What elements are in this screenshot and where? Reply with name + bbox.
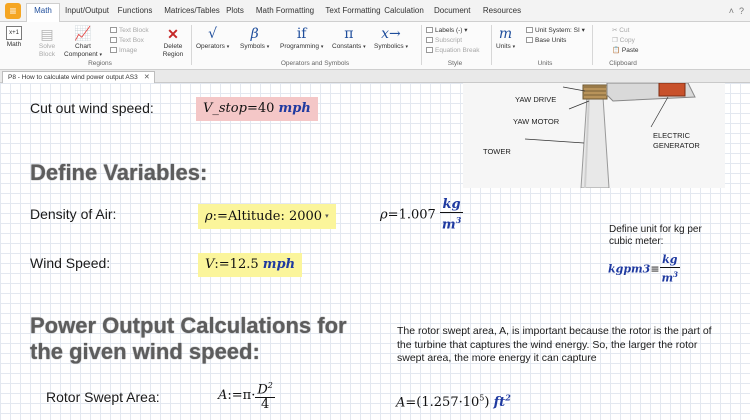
heading-define-variables: Define Variables: bbox=[30, 160, 208, 185]
help-icon[interactable]: ? bbox=[738, 6, 744, 16]
document-tab-strip bbox=[0, 70, 750, 83]
pi-icon: π bbox=[344, 26, 354, 42]
unit-system-icon bbox=[526, 27, 533, 33]
solve-block-icon: ▤ bbox=[40, 26, 54, 42]
solve-block-button[interactable]: ▤ Solve Block bbox=[36, 26, 58, 59]
beta-icon: β bbox=[250, 26, 259, 42]
base-units-button[interactable]: Base Units bbox=[526, 36, 566, 45]
subscript-button[interactable]: Subscript bbox=[426, 36, 462, 45]
tab-input-output[interactable]: Input/Output bbox=[64, 6, 110, 15]
text-block-icon bbox=[110, 27, 117, 33]
arrow-x-icon: x→ bbox=[381, 26, 401, 42]
density-result[interactable]: ρ=1.007 $\frac{kg}{m^3}$ bbox=[380, 197, 462, 233]
sqrt-icon: √ bbox=[208, 26, 218, 42]
ribbon-panel bbox=[0, 22, 750, 70]
wind-speed-math-region[interactable]: V:=12.5 mph bbox=[198, 253, 302, 277]
copy-button[interactable]: ❐ Copy bbox=[612, 37, 635, 44]
group-label-clipboard: Clipboard bbox=[609, 60, 637, 67]
math-region-icon: x+1 bbox=[6, 26, 22, 40]
ribbon-tab-bar bbox=[0, 0, 750, 22]
copy-icon: ❐ bbox=[612, 37, 620, 44]
chevron-down-icon[interactable]: ▾ bbox=[325, 212, 329, 220]
delete-region-icon: ✕ bbox=[167, 26, 179, 42]
rotor-area-fraction: $\frac{D^2}{4}$ bbox=[257, 381, 273, 413]
yaw-motor-label: YAW MOTOR bbox=[513, 117, 560, 126]
chart-icon: 📈 bbox=[74, 26, 92, 42]
tab-calculation[interactable]: Calculation bbox=[384, 6, 424, 15]
tab-resources[interactable]: Resources bbox=[482, 6, 522, 15]
worksheet[interactable] bbox=[0, 83, 750, 420]
cut-out-math-region[interactable]: V_stop=40 mph bbox=[196, 97, 318, 121]
tab-plots[interactable]: Plots bbox=[226, 6, 244, 15]
chart-component-button[interactable]: 📈 Chart Component ▾ bbox=[64, 26, 102, 58]
symbols-button[interactable]: β Symbols ▾ bbox=[240, 26, 270, 50]
group-label-units: Units bbox=[537, 60, 553, 67]
labels-icon bbox=[426, 27, 433, 33]
electric-label: ELECTRIC bbox=[653, 131, 691, 140]
equation-break-button[interactable]: Equation Break bbox=[426, 46, 479, 55]
document-tab[interactable]: P8 - How to calculate wind power output AS3 ✕ bbox=[2, 71, 155, 83]
generator-label: GENERATOR bbox=[653, 141, 700, 150]
tab-math-formatting[interactable]: Math Formatting bbox=[255, 6, 315, 15]
text-box-button[interactable]: Text Box bbox=[110, 36, 144, 45]
image-button[interactable]: Image bbox=[110, 46, 137, 55]
ribbon-window-controls bbox=[729, 6, 744, 16]
delete-region-button[interactable]: ✕ Delete Region bbox=[158, 26, 188, 59]
units-button[interactable]: m Units ▾ bbox=[496, 26, 516, 50]
tab-math[interactable]: Math bbox=[26, 3, 60, 23]
rotor-area-definition[interactable]: A:=π· $\frac{D^2}{4}$ bbox=[218, 381, 273, 413]
kgpm3-definition[interactable]: kgpm3≡ $\frac{kg}{m^3}$ bbox=[608, 253, 679, 285]
wind-speed-label: Wind Speed: bbox=[30, 255, 111, 271]
density-unit-fraction: $\frac{kg}{m^3}$ bbox=[441, 197, 462, 233]
rotor-area-result[interactable]: $A=(1.257\cdot 10^5)$ $ft^2$ bbox=[396, 393, 511, 411]
app-logo-icon[interactable]: ≡ bbox=[5, 3, 21, 19]
text-block-button[interactable]: Text Block bbox=[110, 26, 149, 35]
image-icon bbox=[110, 47, 117, 53]
group-label-operators: Operators and Symbols bbox=[280, 60, 350, 67]
yaw-drive-label: YAW DRIVE bbox=[515, 95, 557, 104]
equation-break-icon bbox=[426, 47, 433, 53]
group-label-style: Style bbox=[447, 60, 463, 67]
ribbon-separator bbox=[421, 25, 422, 65]
group-label-regions: Regions bbox=[88, 60, 112, 67]
density-label: Density of Air: bbox=[30, 206, 117, 222]
operators-button[interactable]: √ Operators ▾ bbox=[196, 26, 230, 50]
programming-button[interactable]: if Programming ▾ bbox=[280, 26, 324, 50]
scissors-icon: ✂ bbox=[612, 27, 620, 34]
unit-note: Define unit for kg per cubic meter: bbox=[609, 224, 702, 247]
labels-dropdown[interactable]: Labels (-) ▾ bbox=[426, 26, 468, 35]
paste-button[interactable]: 📋 Paste bbox=[612, 47, 639, 54]
paste-icon: 📋 bbox=[612, 47, 622, 54]
subscript-icon bbox=[426, 37, 433, 43]
units-m-icon: m bbox=[498, 26, 513, 42]
cut-button[interactable]: ✂ Cut bbox=[612, 27, 630, 34]
tab-document[interactable]: Document bbox=[434, 6, 471, 15]
close-tab-icon[interactable]: ✕ bbox=[143, 74, 150, 81]
tab-functions[interactable]: Functions bbox=[117, 6, 153, 15]
base-units-icon bbox=[526, 37, 533, 43]
rotor-area-label: Rotor Swept Area: bbox=[46, 389, 160, 405]
turbine-diagram-image[interactable] bbox=[463, 83, 725, 188]
constants-button[interactable]: π Constants ▾ bbox=[332, 26, 366, 50]
rotor-description: The rotor swept area, A, is important because the rotor is the part of the turbine that captures the wind energy. So, the larger the rotor swept area, the more energy it can capture bbox=[397, 325, 712, 364]
cut-out-label: Cut out wind speed: bbox=[30, 100, 154, 116]
if-icon: if bbox=[296, 26, 307, 42]
tab-matrices-tables[interactable]: Matrices/Tables bbox=[164, 6, 220, 15]
heading-power-output: Power Output Calculations for the given wind speed: bbox=[30, 313, 347, 364]
tower-label: TOWER bbox=[483, 147, 511, 156]
density-math-region[interactable]: ρ:=Altitude: 2000 ▾ bbox=[198, 204, 336, 229]
math-region-button[interactable]: x+1 Math bbox=[6, 26, 22, 49]
kgpm3-unit-fraction: $\frac{kg}{m^3}$ bbox=[661, 253, 679, 285]
symbolics-button[interactable]: x→ Symbolics ▾ bbox=[374, 26, 408, 50]
ribbon-separator bbox=[592, 25, 593, 65]
minimize-ribbon-icon[interactable]: ˄ bbox=[728, 6, 734, 16]
text-box-icon bbox=[110, 37, 117, 43]
ribbon-separator bbox=[491, 25, 492, 65]
tab-text-formatting[interactable]: Text Formatting bbox=[325, 6, 381, 15]
unit-system-dropdown[interactable]: Unit System: SI ▾ bbox=[526, 26, 585, 35]
ribbon-separator bbox=[191, 25, 192, 65]
